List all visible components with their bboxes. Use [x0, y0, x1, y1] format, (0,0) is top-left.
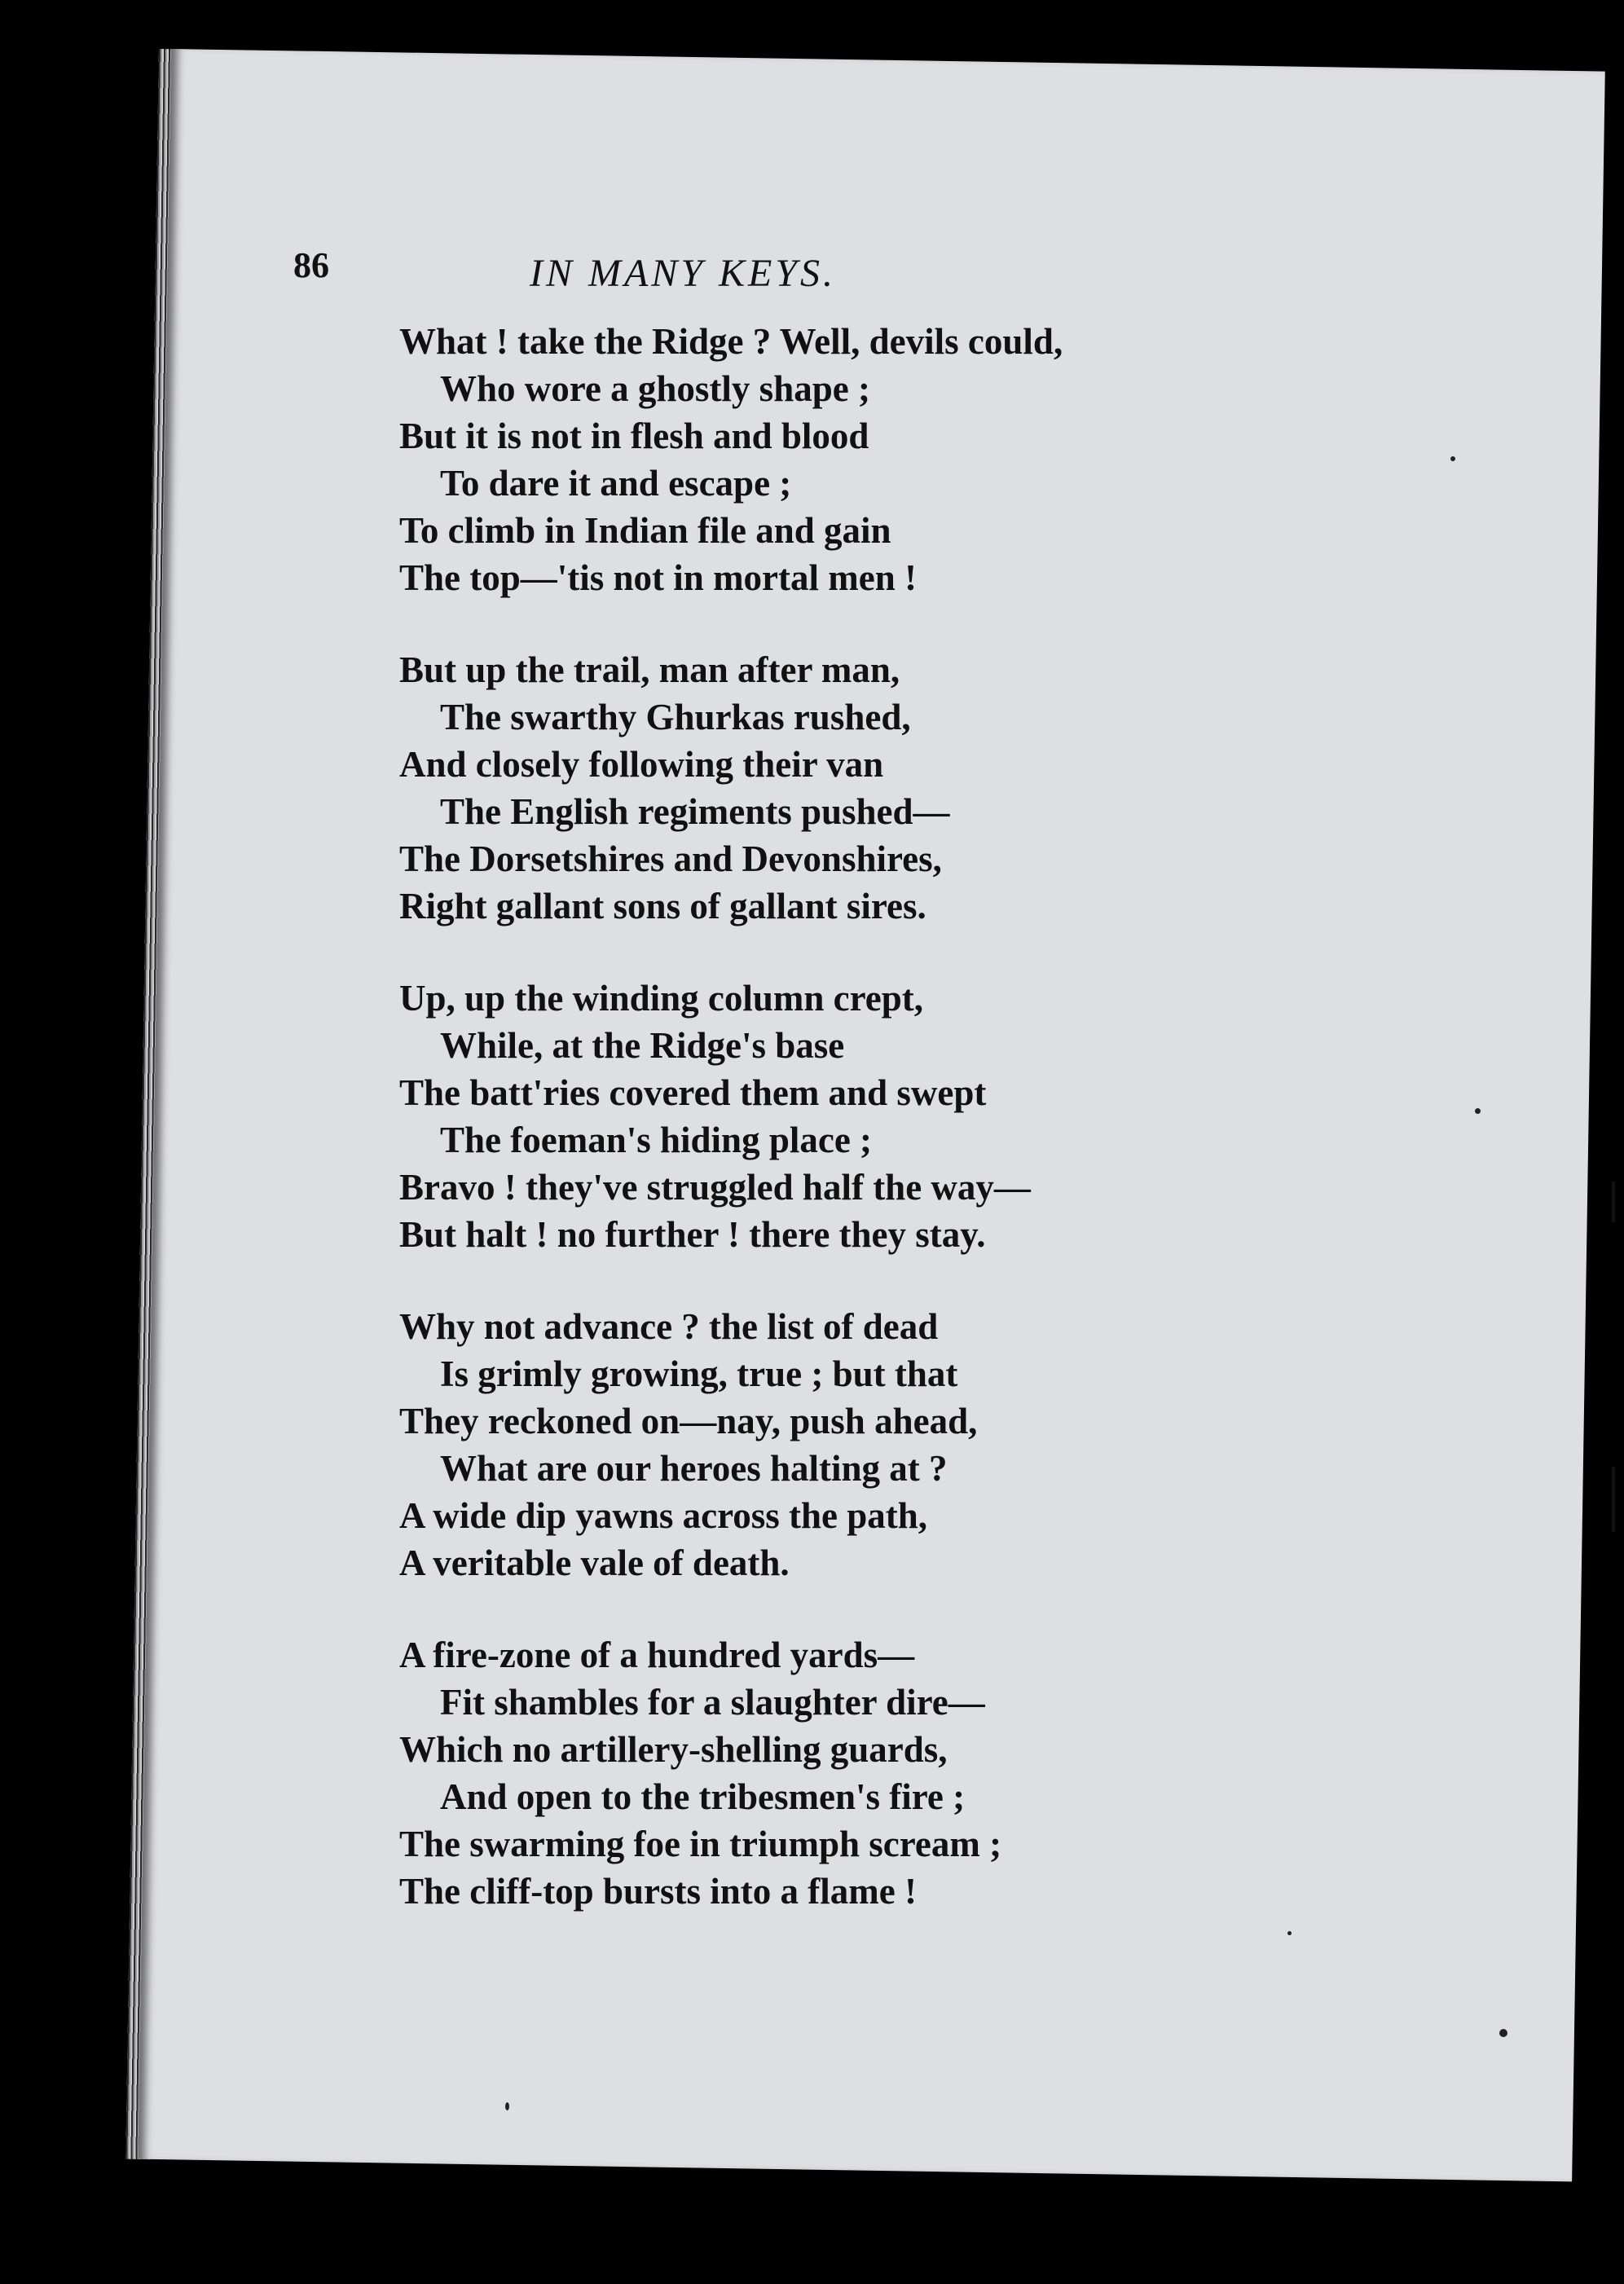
page-edge-mark: [1612, 1467, 1615, 1532]
poem-line: What ! take the Ridge ? Well, devils could,: [399, 321, 1063, 362]
poem-line: The cliff-top bursts into a flame !: [399, 1871, 917, 1912]
poem-line: The swarming foe in triumph scream ;: [399, 1824, 1002, 1864]
stanza: [399, 975, 1296, 1258]
page-header: [293, 236, 1141, 310]
poem-line: But up the trail, man after man,: [399, 649, 900, 690]
poem-line: The Dorsetshires and Devonshires,: [399, 838, 942, 879]
poem-line: Fit shambles for a slaughter dire—: [440, 1682, 985, 1723]
poem-line: To climb in Indian file and gain: [399, 510, 891, 551]
scan-speck: [1499, 2029, 1507, 2037]
scan-speck: [1475, 1108, 1481, 1114]
poem-line: They reckoned on—nay, push ahead,: [399, 1401, 978, 1441]
stanza: [399, 318, 1296, 601]
poem-line: But it is not in flesh and blood: [399, 416, 869, 456]
poem-line: Right gallant sons of gallant sires.: [399, 886, 926, 926]
scan-speck: [505, 2102, 509, 2110]
poem-line: The swarthy Ghurkas rushed,: [440, 697, 911, 737]
poem-line: The top—'tis not in mortal men !: [399, 557, 917, 598]
page-edge-mark: [1612, 1182, 1615, 1222]
poem-body: [399, 318, 1296, 1960]
poem-line: And open to the tribesmen's fire ;: [440, 1776, 966, 1817]
poem-line: And closely following their van: [399, 744, 884, 785]
poem-line: A fire-zone of a hundred yards—: [399, 1635, 915, 1675]
stanza: [399, 646, 1296, 930]
scan-speck: [1287, 1931, 1292, 1935]
poem-line: Why not advance ? the list of dead: [399, 1306, 939, 1347]
poem-line: A veritable vale of death.: [399, 1542, 790, 1583]
poem-line: But halt ! no further ! there they stay.: [399, 1214, 986, 1255]
poem-line: Is grimly growing, true ; but that: [440, 1353, 958, 1394]
poem-line: The batt'ries covered them and swept: [399, 1072, 987, 1113]
stanza: [399, 1631, 1296, 1915]
poem-line: The foeman's hiding place ;: [440, 1120, 873, 1160]
poem-line: Who wore a ghostly shape ;: [440, 368, 870, 409]
poem-line: Which no artillery-shelling guards,: [399, 1729, 948, 1770]
scan-speck: [1450, 456, 1455, 461]
poem-line: Up, up the winding column crept,: [399, 978, 924, 1019]
poem-line: A wide dip yawns across the path,: [399, 1495, 928, 1536]
poem-line: Bravo ! they've struggled half the way—: [399, 1167, 1031, 1208]
poem-line: To dare it and escape ;: [440, 463, 792, 504]
poem-line: While, at the Ridge's base: [440, 1025, 845, 1066]
poem-line: What are our heroes halting at ?: [440, 1448, 948, 1489]
stanza: [399, 1303, 1296, 1586]
running-title: IN MANY KEYS.: [530, 252, 837, 295]
page-number: 86: [293, 245, 329, 285]
poem-line: The English regiments pushed—: [440, 791, 950, 832]
